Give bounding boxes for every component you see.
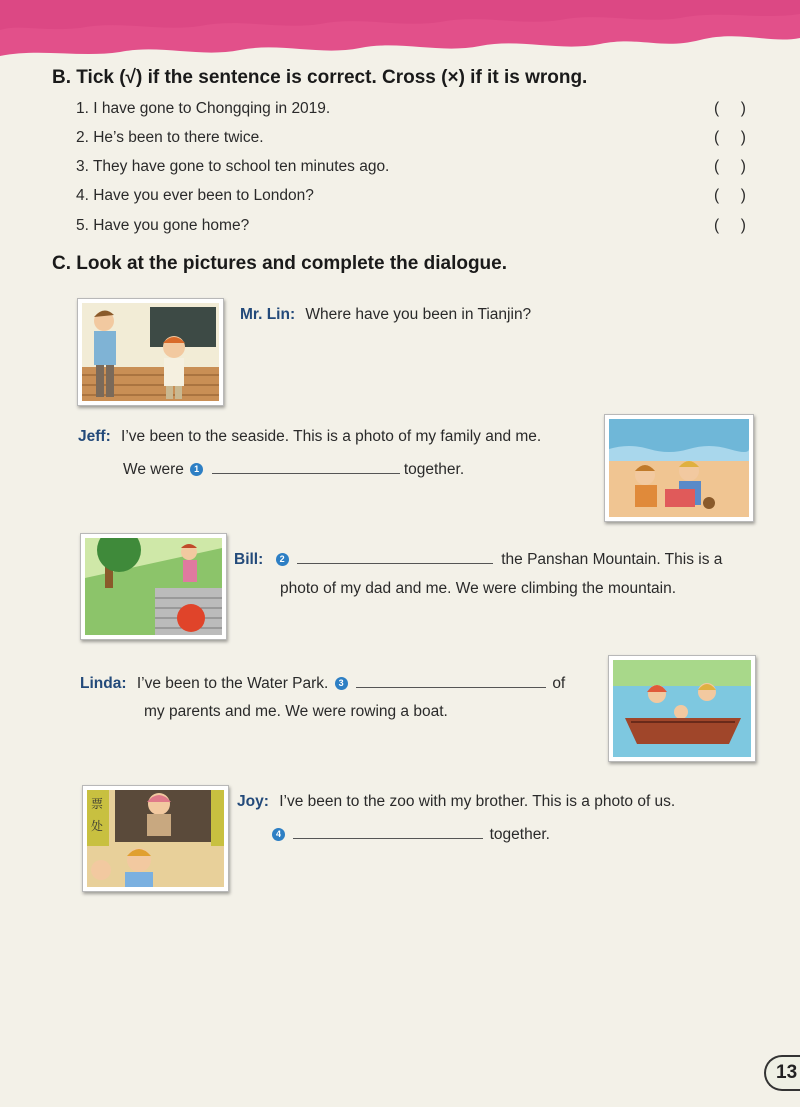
joy-line-2 bbox=[270, 824, 550, 844]
question-1: 1. I have gone to Chongqing in 2019. bbox=[76, 100, 331, 117]
linda-line-1 bbox=[80, 673, 565, 693]
header-banner bbox=[0, 0, 800, 70]
jeff-line-2 bbox=[123, 459, 464, 479]
jeff-text-2a: We were bbox=[123, 461, 184, 478]
blank-number-2: 2 bbox=[276, 553, 289, 566]
linda-text-1b: of bbox=[552, 675, 566, 692]
blank-number-3: 3 bbox=[335, 677, 348, 690]
bill-text-1: the Panshan Mountain. This is a bbox=[501, 551, 723, 568]
picture-zoo bbox=[82, 785, 229, 892]
question-3: 3. They have gone to school ten minutes ago. bbox=[76, 158, 390, 175]
blank-4-input[interactable] bbox=[293, 824, 483, 839]
picture-seaside-family bbox=[604, 414, 754, 522]
linda-line-2: my parents and me. We were rowing a boat. bbox=[144, 703, 448, 720]
answer-box-2[interactable]: ( ) bbox=[714, 129, 746, 146]
speaker-joy: Joy: bbox=[237, 793, 269, 810]
question-5: 5. Have you gone home? bbox=[76, 217, 250, 234]
page-number: 13 bbox=[764, 1055, 800, 1091]
jeff-text-1: I’ve been to the seaside. This is a photo of my family and me. bbox=[121, 428, 542, 445]
answer-box-5[interactable]: ( ) bbox=[714, 217, 746, 234]
picture-rowing-boat bbox=[608, 655, 756, 762]
blank-number-4: 4 bbox=[272, 828, 285, 841]
zoo-sign-char-2: 处 bbox=[91, 819, 104, 833]
bill-line-1 bbox=[234, 549, 722, 569]
picture-climbing-mountain bbox=[80, 533, 227, 640]
question-4: 4. Have you ever been to London? bbox=[76, 187, 314, 204]
zoo-sign-char-1: 票 bbox=[91, 797, 104, 811]
jeff-line-1 bbox=[78, 428, 541, 446]
answer-box-3[interactable]: ( ) bbox=[714, 158, 746, 175]
speaker-jeff: Jeff: bbox=[78, 428, 111, 445]
question-2: 2. He’s been to there twice. bbox=[76, 129, 264, 146]
speaker-linda: Linda: bbox=[80, 675, 127, 692]
blank-number-1: 1 bbox=[190, 463, 203, 476]
blank-2-input[interactable] bbox=[297, 549, 493, 564]
joy-text-2: together. bbox=[489, 826, 550, 843]
speaker-mr-lin: Mr. Lin: bbox=[240, 306, 296, 323]
picture-teacher-and-boy bbox=[77, 298, 224, 406]
section-c-title: C. Look at the pictures and complete the dialogue. bbox=[52, 253, 508, 274]
speaker-bill: Bill: bbox=[234, 551, 264, 568]
blank-3-input[interactable] bbox=[356, 673, 546, 688]
mr-lin-text: Where have you been in Tianjin? bbox=[305, 306, 532, 323]
section-b-title: B. Tick (√) if the sentence is correct. Cross (×) if it is wrong. bbox=[52, 67, 588, 88]
bill-line-2: photo of my dad and me. We were climbing the mountain. bbox=[280, 580, 677, 597]
joy-text-1: I’ve been to the zoo with my brother. This is a photo of us. bbox=[279, 793, 676, 810]
jeff-text-2b: together. bbox=[403, 461, 465, 478]
answer-box-1[interactable]: ( ) bbox=[714, 100, 746, 117]
joy-line-1 bbox=[237, 793, 675, 811]
linda-text-1a: I’ve been to the Water Park. bbox=[136, 675, 329, 692]
blank-1-input[interactable] bbox=[212, 459, 400, 474]
answer-box-4[interactable]: ( ) bbox=[714, 187, 746, 204]
mr-lin-line bbox=[240, 306, 531, 324]
